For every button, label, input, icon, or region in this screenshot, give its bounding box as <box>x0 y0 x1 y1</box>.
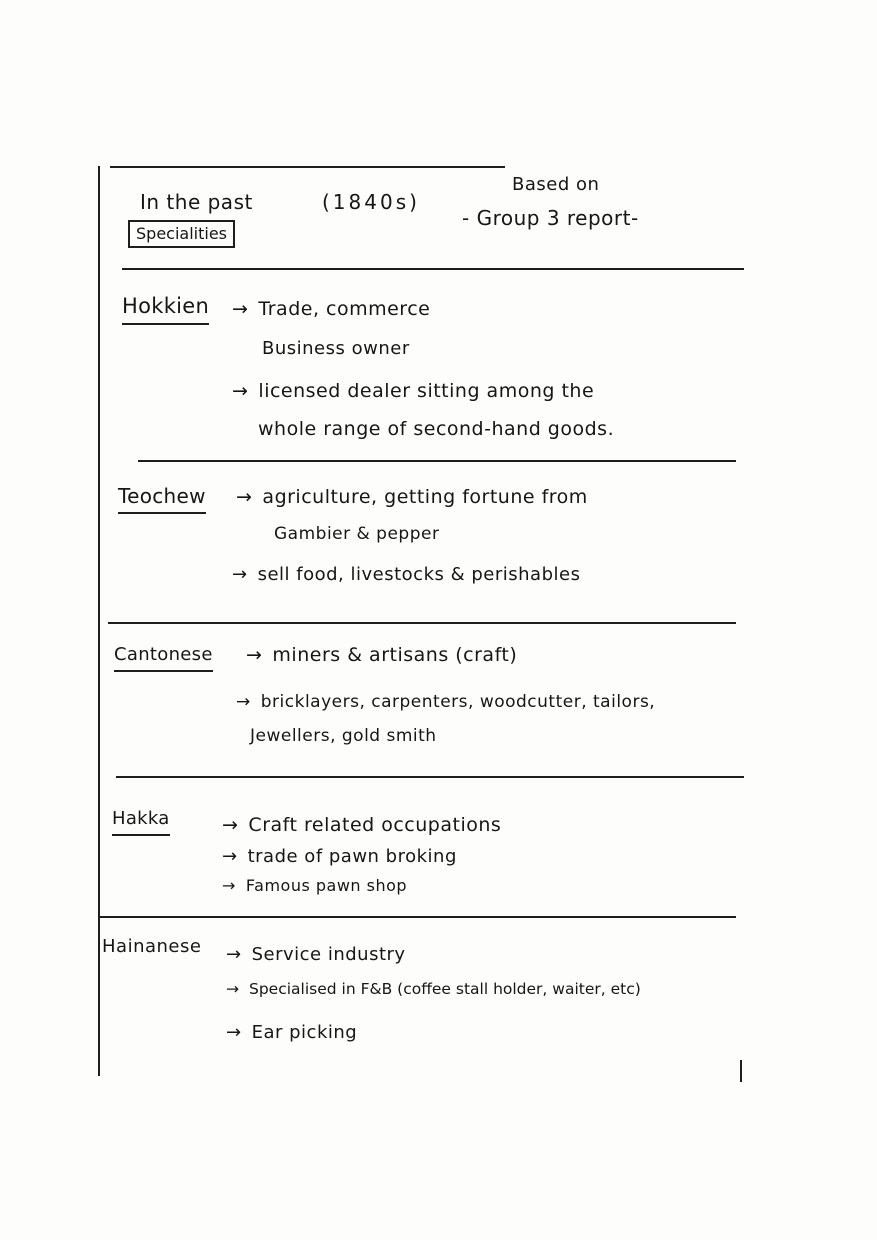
arrow-icon: → <box>236 486 253 508</box>
hainanese-line-3 <box>226 1024 357 1042</box>
hokkien-line-2: Business owner <box>262 338 410 359</box>
arrow-icon: → <box>232 564 248 585</box>
hakka-line-2-text: trade of pawn broking <box>247 846 457 867</box>
top-border-line <box>110 166 505 168</box>
right-margin-line <box>740 1060 742 1082</box>
hakka-line-3 <box>222 878 407 894</box>
hainanese-line-2 <box>226 982 641 998</box>
hainanese-line-3-text: Ear picking <box>251 1022 358 1043</box>
cantonese-line-2-text: bricklayers, carpenters, woodcutter, tailors, <box>260 692 656 712</box>
cantonese-line-1 <box>246 646 517 665</box>
section-heading-teochew: Teochew <box>118 484 206 508</box>
hokkien-line-1 <box>232 300 430 319</box>
hokkien-line-3-text: licensed dealer sitting among the <box>258 380 595 402</box>
arrow-icon: → <box>222 846 238 867</box>
section-heading-cantonese: Cantonese <box>114 644 213 665</box>
cantonese-line-3: Jewellers, gold smith <box>250 726 437 746</box>
section-divider <box>116 776 744 778</box>
specialities-box: Specialities <box>128 220 235 248</box>
source-text: - Group 3 report- <box>462 206 639 230</box>
hainanese-line-1 <box>226 946 406 964</box>
section-divider <box>122 268 744 270</box>
section-divider <box>138 460 736 462</box>
hainanese-line-2-text: Specialised in F&B (coffee stall holder, waiter, etc) <box>249 980 641 998</box>
left-margin-line <box>98 166 100 1076</box>
section-divider <box>98 916 736 918</box>
arrow-icon: → <box>232 298 249 320</box>
arrow-icon: → <box>222 814 239 836</box>
section-heading-hokkien: Hokkien <box>122 294 210 318</box>
hakka-line-1 <box>222 816 501 835</box>
teochew-line-2: Gambier & pepper <box>274 524 440 544</box>
hakka-line-3-text: Famous pawn shop <box>245 876 408 895</box>
hokkien-line-3 <box>232 382 594 401</box>
period-text: (1840s) <box>322 190 420 214</box>
arrow-icon: → <box>226 1022 242 1043</box>
section-heading-hakka: Hakka <box>112 808 170 829</box>
cantonese-line-1-text: miners & artisans (craft) <box>272 644 518 666</box>
hakka-line-1-text: Craft related occupations <box>248 814 502 836</box>
based-on-text: Based on <box>512 174 600 195</box>
cantonese-line-2 <box>236 694 655 711</box>
teochew-line-3-text: sell food, livestocks & perishables <box>257 564 581 585</box>
arrow-icon: → <box>226 944 242 965</box>
arrow-icon: → <box>222 876 236 895</box>
hokkien-line-1-text: Trade, commerce <box>258 298 431 320</box>
teochew-line-1 <box>236 488 588 507</box>
teochew-line-1-text: agriculture, getting fortune from <box>262 486 588 508</box>
section-divider <box>108 622 736 624</box>
arrow-icon: → <box>236 692 251 712</box>
hokkien-line-4: whole range of second-hand goods. <box>258 418 615 440</box>
arrow-icon: → <box>246 644 263 666</box>
hainanese-line-1-text: Service industry <box>251 944 406 965</box>
teochew-line-3 <box>232 566 580 584</box>
section-heading-hainanese: Hainanese <box>102 936 202 957</box>
arrow-icon: → <box>232 380 249 402</box>
arrow-icon: → <box>226 980 239 998</box>
in-the-past-text: In the past <box>140 190 253 214</box>
hakka-line-2 <box>222 848 457 866</box>
